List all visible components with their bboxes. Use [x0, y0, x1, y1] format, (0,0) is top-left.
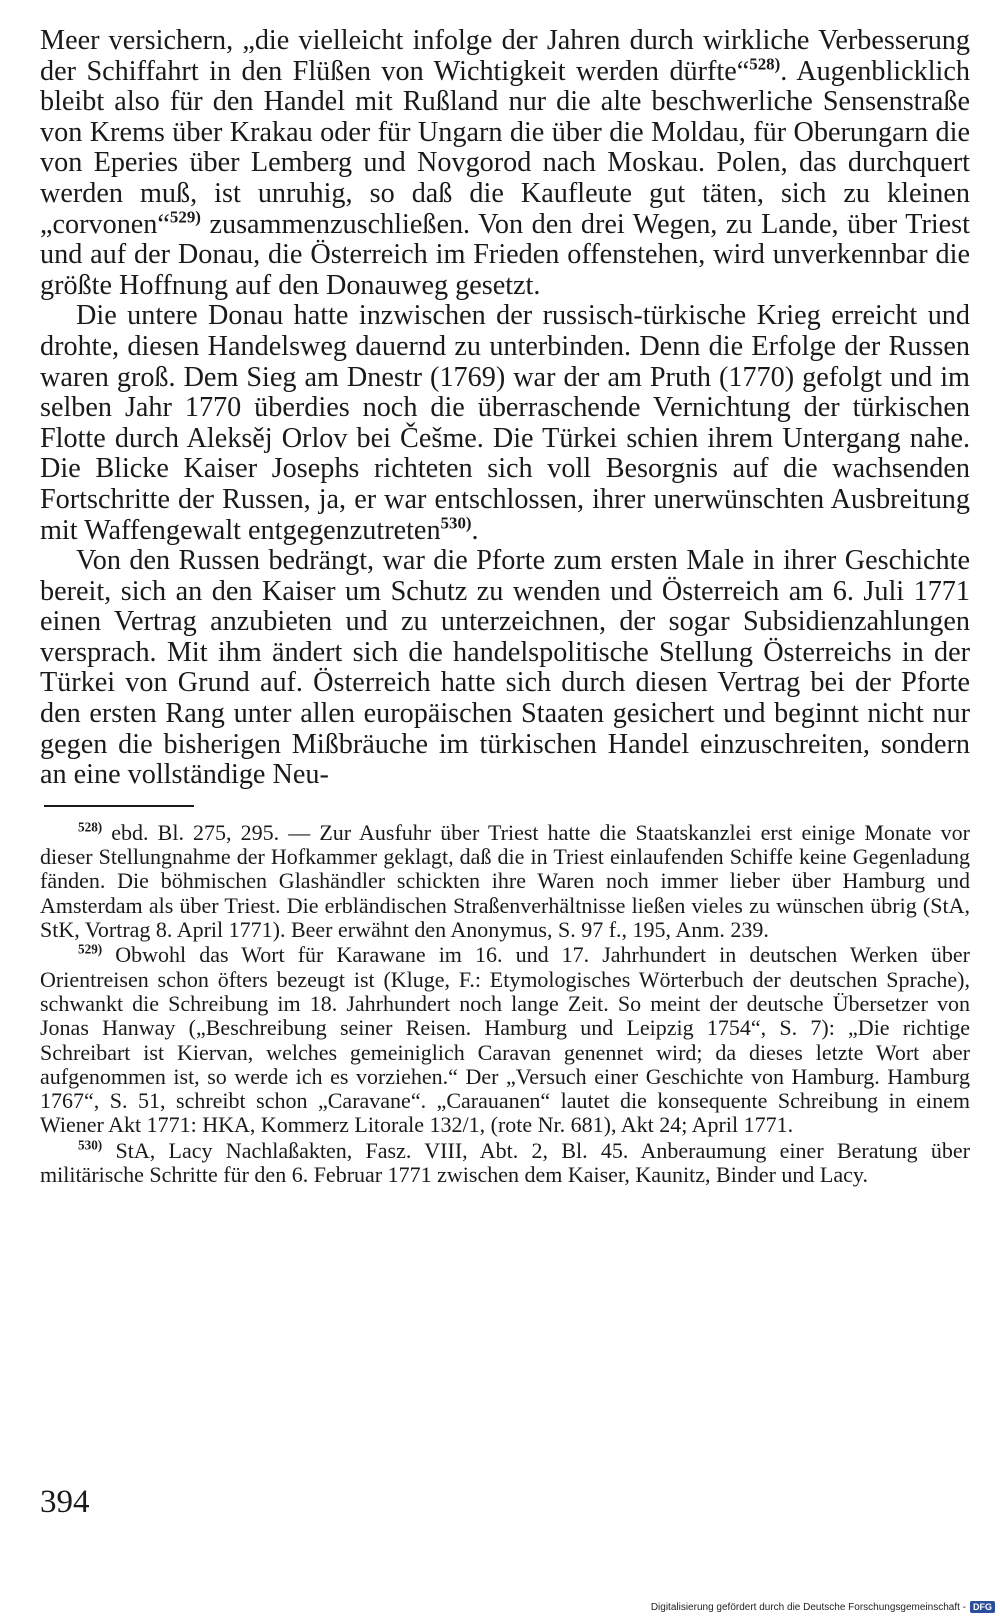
paragraph-1	[40, 26, 970, 301]
paragraph-1-part-b: . Augenblicklich bleibt also für den Handel mit Rußland nur die alte beschwerliche Sensenstraße von Krems über Krakau oder für Ungarn die über die Moldau, für Oberungarn die von Eperies über Lemberg und Novgorod nach Moskau. Polen, das durchquert werden muß, ist unruhig, so daß die Kaufleute gut täten, sich zu kleinen „corvonen“	[40, 55, 970, 240]
paragraph-1-part-a: Meer versichern, „die vielleicht infolge der Jahren durch wirkliche Verbesserung der Schiffahrt in den Flüßen von Wichtigkeit werden dürfte“	[40, 25, 970, 87]
page-number: 394	[40, 1484, 90, 1520]
footnote-530	[40, 1139, 970, 1188]
footnote-text: StA, Lacy Nachlaßakten, Fasz. VIII, Abt. 2, Bl. 45. Anberaumung einer Beratung über militärische Schritte für den 6. Februar 1771 zwischen dem Kaiser, Kaunitz, Binder und Lacy.	[40, 1137, 970, 1187]
paragraph-2-part-b: .	[471, 514, 479, 546]
footnote-text: Obwohl das Wort für Karawane im 16. und 17. Jahrhundert in deutschen Werken über Orientreisen schon öfters bezeugt ist (Kluge, F.: Etymologisches Wörterbuch der deutschen Sprache), schwankt die Schreibung im 18. Jahrhundert noch lange Zeit. So meint der deutsche Übersetzer von Jonas Hanway („Beschreibung seiner Reisen. Hamburg und Leipzig 1754“, S. 7): „Die richtige Schreibart ist Kiervan, welches gemeiniglich Caravan genennet wird; da dieses letzte Wort aber aufgenommen ist, so werde ich es vorziehen.“ Der „Versuch einer Geschichte von Hamburg. Hamburg 1767“, S. 51, schreibt schon „Caravane“. „Carauanen“ lautet die konsequente Schreibung in einem Wiener Akt 1771: HKA, Kommerz Litorale 132/1, (rote Nr. 681), Akt 24; April 1771.	[40, 942, 970, 1138]
footnote-number: 528)	[78, 819, 103, 835]
paragraph-2-part-a: Die untere Donau hatte inzwischen der russisch-türkische Krieg erreicht und drohte, diesen Handelsweg dauernd zu unterbinden. Denn die Erfolge der Russen waren groß. Dem Sieg am Dnestr (1769) war der am Pruth (1770) gefolgt und im selben Jahr 1770 überdies noch die überraschende Vernichtung der türkischen Flotte durch Aleksěj Orlov bei Češme. Die Türkei schien ihrem Untergang nahe. Die Blicke Kaiser Josephs richteten sich voll Besorgnis auf die wachsenden Fortschritte der Russen, ja, er war entschlossen, ihrer unerwünschten Ausbreitung mit Waffengewalt entgegenzutreten	[40, 300, 970, 546]
footnote-ref-529[interactable]: 529)	[169, 207, 201, 227]
footnote-528	[40, 821, 970, 942]
page-content	[40, 26, 970, 1188]
paragraph-3: Von den Russen bedrängt, war die Pforte zum ersten Male in ihrer Geschichte bereit, sich an den Kaiser um Schutz zu wenden und Österreich am 6. Juli 1771 einen Vertrag anzubieten und zu unterzeichnen, der sogar Subsidienzahlungen versprach. Mit ihm ändert sich die handelspolitische Stellung Österreichs in der Türkei von Grund auf. Österreich hatte sich durch diesen Vertrag bei der Pforte den ersten Rang unter allen europäischen Staaten gesichert und beginnt nicht nur gegen die bisherigen Mißbräuche im türkischen Handel einzuschreiten, sondern an eine vollständige Neu-	[40, 545, 970, 791]
footnotes	[40, 821, 970, 1187]
paragraph-1-part-c: zusammenzuschließen. Von den drei Wegen, zu Lande, über Triest und auf der Donau, die Österreich im Frieden offenstehen, wird unverkennbar die größte Hoffnung auf den Donauweg gesetzt.	[40, 208, 970, 301]
dfg-logo-icon: DFG	[970, 1601, 995, 1613]
footer-text: Digitalisierung gefördert durch die Deutsche Forschungsgemeinschaft -	[650, 1601, 966, 1613]
digitization-footer	[651, 1601, 995, 1613]
footnote-529	[40, 943, 970, 1137]
footnote-text: ebd. Bl. 275, 295. — Zur Ausfuhr über Triest hatte die Staatskanzlei erst einige Monate vor dieser Stellungnahme der Hofkammer geklagt, daß die in Triest einlaufenden Schiffe keine Gegenladung fänden. Die böhmischen Glashändler schickten ihre Waren noch immer lieber über Hamburg und Amsterdam als über Triest. Die erbländischen Straßenverhältnisse ließen vieles zu wünschen übrig (StA, StK, Vortrag 8. April 1771). Beer erwähnt den Anonymus, S. 97 f., 195, Anm. 239.	[40, 819, 970, 943]
footnote-ref-528[interactable]: 528)	[749, 54, 781, 74]
footnote-number: 529)	[78, 942, 103, 957]
paragraph-2	[40, 301, 970, 546]
footnote-number: 530)	[78, 1137, 103, 1153]
footnote-divider	[44, 805, 194, 807]
main-text	[40, 26, 970, 791]
footnote-ref-530[interactable]: 530)	[440, 513, 472, 533]
